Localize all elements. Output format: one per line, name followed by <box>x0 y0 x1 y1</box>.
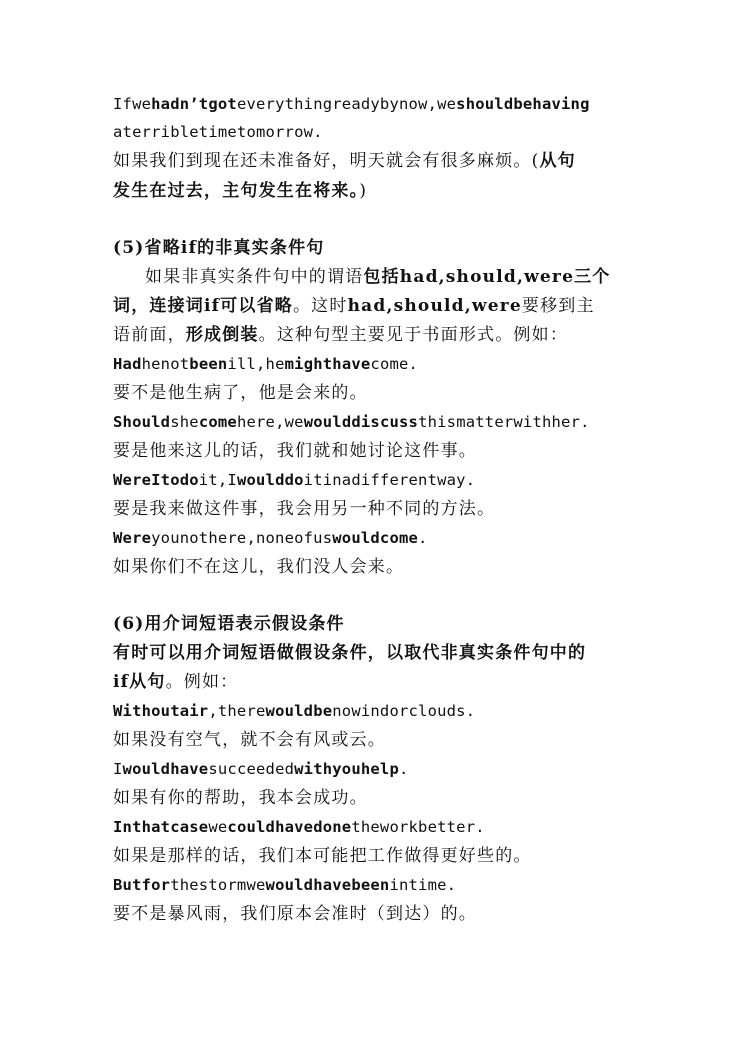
plain-text: 如果非真实条件句中的谓语 <box>145 267 364 287</box>
bold-text: hadn’tgot <box>151 95 237 113</box>
bold-text: had,should,were <box>347 296 522 316</box>
bold-text: if从句 <box>113 672 166 692</box>
bold-text: 形成倒装 <box>185 325 259 345</box>
section-heading <box>113 236 325 260</box>
text-line <box>113 294 595 318</box>
translation-line <box>113 497 495 521</box>
example-sentence <box>113 526 428 550</box>
plain-text: 。例如： <box>165 672 239 692</box>
bold-text: shouldbehaving <box>456 95 590 113</box>
plain-text: younothere,noneofus <box>151 529 333 547</box>
plain-text: itinadifferentway. <box>303 471 476 489</box>
bold-text: (5)省略if的非真实条件句 <box>113 238 325 258</box>
section-heading <box>113 612 345 636</box>
plain-text: 。这时 <box>292 296 348 316</box>
plain-text: I <box>113 760 123 778</box>
bold-text: woulddiscuss <box>303 413 419 431</box>
bold-text: Butfor <box>113 876 171 894</box>
translation-line <box>113 439 477 463</box>
plain-text: thismatterwithher. <box>418 413 590 431</box>
plain-text: theworkbetter. <box>351 818 485 836</box>
plain-text: 如果你们不在这儿，我们没人会来。 <box>113 557 405 577</box>
bold-text: mighthave <box>284 355 371 373</box>
plain-text: thestormwe <box>170 876 266 894</box>
bold-text: WereItodo <box>113 471 199 489</box>
plain-text: 。这种句型主要见于书面形式。例如： <box>258 325 569 345</box>
text-line <box>113 92 590 116</box>
example-sentence <box>113 873 456 897</box>
bold-text: wouldcome <box>332 529 419 547</box>
plain-text: intime. <box>389 876 457 894</box>
plain-text: 语前面， <box>113 325 186 345</box>
example-sentence <box>113 757 409 781</box>
text-line <box>113 179 367 203</box>
plain-text: 要移到主 <box>521 296 595 316</box>
bold-text: 有时可以用介词短语做假设条件，以取代非真实条件句中的 <box>113 643 587 663</box>
bold-text: couldhavedone <box>227 818 352 836</box>
bold-text: 词，连接词if可以省略 <box>113 296 293 316</box>
plain-text: . <box>399 760 409 778</box>
bold-text: 包括had,should,were三个 <box>363 267 611 287</box>
plain-text: aterribletimetomorrow. <box>113 123 323 141</box>
translation-line <box>113 555 404 579</box>
bold-text: been <box>189 355 228 373</box>
plain-text: 要是他来这儿的话，我们就和她讨论这件事。 <box>113 441 477 461</box>
example-sentence <box>113 699 475 723</box>
example-sentence <box>113 410 590 434</box>
plain-text: ill,he <box>227 355 285 373</box>
bold-text: wouldhavebeen <box>265 876 390 894</box>
example-sentence <box>113 815 485 839</box>
bold-text: (6)用介词短语表示假设条件 <box>113 614 345 634</box>
plain-text: it,I <box>198 471 237 489</box>
bold-text: withyouhelp <box>294 760 399 778</box>
plain-text: come. <box>370 355 419 373</box>
bold-text: 从句 <box>539 151 576 171</box>
plain-text: . <box>418 529 428 547</box>
bold-text: woulddo <box>236 471 304 489</box>
plain-text: nowindorclouds. <box>332 702 476 720</box>
bold-text: come <box>198 413 237 431</box>
translation-line <box>113 902 477 926</box>
bold-text: wouldbe <box>265 702 333 720</box>
text-line <box>113 670 238 694</box>
bold-text: Should <box>113 413 171 431</box>
text-line <box>113 149 576 173</box>
bold-text: 发生在过去，主句发生在将来。 <box>113 181 360 201</box>
plain-text: succeeded <box>208 760 295 778</box>
plain-text: 如果没有空气，就不会有风或云。 <box>113 730 386 750</box>
bold-text: wouldhave <box>122 760 209 778</box>
translation-line <box>113 381 368 405</box>
text-line <box>113 323 568 347</box>
bold-text: Were <box>113 529 152 547</box>
bold-text: Withoutair <box>113 702 209 720</box>
plain-text: 如果有你的帮助，我本会成功。 <box>113 788 368 808</box>
example-sentence <box>113 468 475 492</box>
bold-text: Inthatcase <box>113 818 209 836</box>
plain-text: 如果是那样的话，我们本可能把工作做得更好些的。 <box>113 846 532 866</box>
plain-text: here,we <box>236 413 304 431</box>
plain-text: she <box>170 413 199 431</box>
text-line <box>145 265 611 289</box>
text-line <box>113 641 586 665</box>
plain-text: Ifwe <box>113 95 152 113</box>
plain-text: henot <box>141 355 190 373</box>
plain-text: we <box>208 818 228 836</box>
plain-text: 要不是他生病了，他是会来的。 <box>113 383 368 403</box>
plain-text: 要是我来做这件事，我会用另一种不同的方法。 <box>113 499 496 519</box>
translation-line <box>113 728 386 752</box>
example-sentence <box>113 352 418 376</box>
plain-text: 要不是暴风雨，我们原本会准时（到达）的。 <box>113 904 477 924</box>
translation-line <box>113 844 532 868</box>
plain-text: 如果我们到现在还未准备好，明天就会有很多麻烦。( <box>113 151 540 171</box>
plain-text: ) <box>359 181 368 201</box>
translation-line <box>113 786 368 810</box>
bold-text: Had <box>113 355 142 373</box>
plain-text: ,there <box>208 702 266 720</box>
text-line <box>113 120 323 144</box>
plain-text: everythingreadybynow,we <box>236 95 457 113</box>
